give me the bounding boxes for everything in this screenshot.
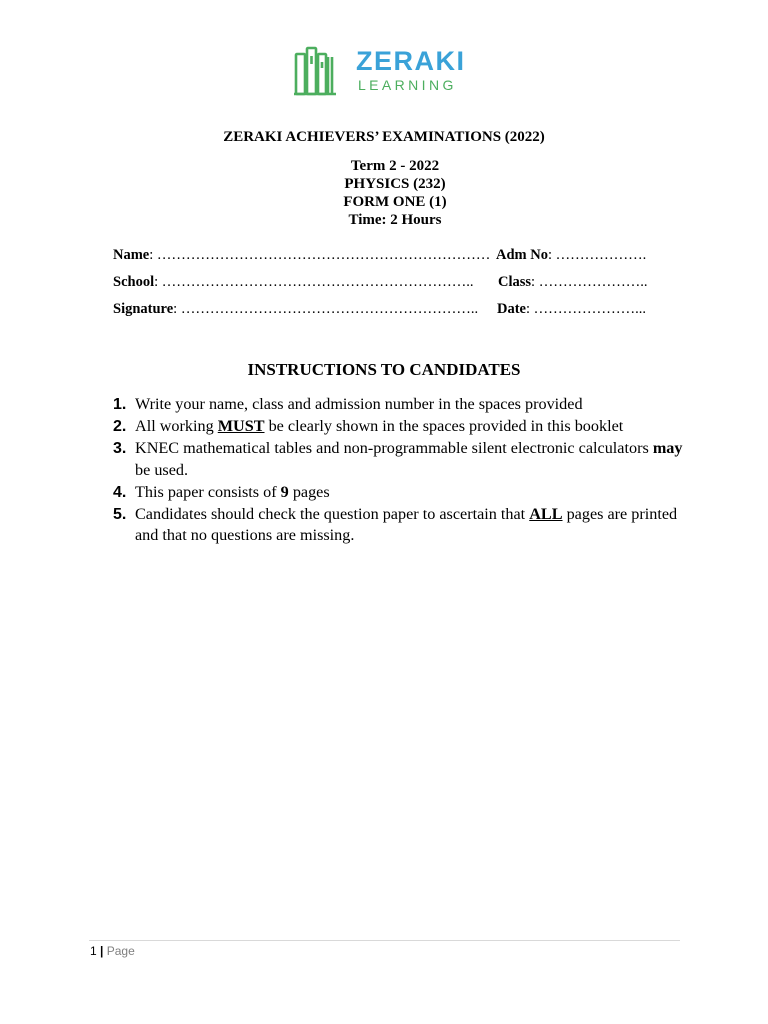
signature-label: Signature — [113, 301, 174, 317]
class-field[interactable]: : ………………….. — [531, 274, 648, 290]
instruction-emphasis: ALL — [529, 504, 563, 523]
instruction-item — [113, 438, 683, 481]
signature-field[interactable]: : …………………………………………………….. — [173, 301, 479, 317]
adm-no-field[interactable]: : ………………. — [547, 247, 647, 263]
instruction-item — [113, 504, 683, 547]
adm-no-group — [496, 247, 646, 264]
adm-no-label: Adm No — [496, 247, 548, 263]
instructions-list — [113, 394, 683, 547]
instruction-emphasis: may — [652, 439, 683, 457]
exam-title: ZERAKI ACHIEVERS’ EXAMINATIONS (2022) — [223, 129, 545, 145]
zeraki-logo — [294, 44, 484, 98]
instruction-item — [113, 416, 683, 438]
school-row — [113, 274, 648, 291]
instruction-number: 4. — [113, 483, 127, 501]
instructions-heading: INSTRUCTIONS TO CANDIDATES — [247, 360, 521, 379]
exam-details — [0, 157, 768, 229]
instruction-text: pages — [288, 482, 330, 501]
date-field[interactable]: : …………………... — [526, 301, 647, 317]
date-group — [497, 301, 646, 318]
term-line: Term 2 - 2022 — [350, 158, 440, 174]
instruction-item — [113, 482, 683, 504]
date-label: Date — [497, 301, 526, 317]
instruction-text: Write your name, class and admission number in the spaces provided — [135, 395, 583, 413]
signature-row — [113, 301, 647, 318]
time-line: Time: 2 Hours — [348, 212, 442, 228]
instruction-emphasis: 9 — [280, 482, 289, 501]
instruction-text: pages are printed and that no questions are missing. — [135, 504, 678, 544]
books-icon — [294, 44, 352, 96]
instruction-number: 2. — [113, 418, 127, 435]
logo-subtitle: LEARNING — [358, 77, 457, 93]
class-group — [498, 274, 647, 291]
form-line: FORM ONE (1) — [343, 194, 447, 210]
school-field[interactable]: : ……………………………………………………….. — [154, 274, 474, 290]
class-label: Class — [498, 274, 532, 290]
page-footer — [90, 944, 135, 958]
page-number: 1 — [90, 944, 97, 958]
instruction-text: be used. — [135, 460, 189, 479]
instruction-item — [113, 394, 683, 416]
instruction-number: 3. — [113, 440, 127, 457]
name-row — [113, 247, 647, 264]
school-label: School — [113, 274, 155, 290]
instruction-text: All working — [135, 417, 218, 435]
instruction-emphasis: MUST — [217, 417, 265, 435]
name-label: Name — [113, 247, 150, 263]
page-separator: | — [100, 944, 104, 958]
instruction-text: be clearly shown in the spaces provided in this booklet — [264, 417, 624, 435]
name-field[interactable]: : …………………………………………………………… — [149, 247, 491, 263]
instruction-number: 5. — [113, 505, 127, 523]
logo-wordmark: ZERAKI — [356, 46, 466, 76]
instruction-text: KNEC mathematical tables and non-programmable silent electronic calculators — [135, 439, 653, 457]
instruction-text: Candidates should check the question paper to ascertain that — [135, 504, 530, 523]
page-label: Page — [106, 944, 135, 958]
instruction-number: 1. — [113, 396, 127, 413]
footer-divider — [89, 940, 680, 941]
subject-line: PHYSICS (232) — [344, 176, 446, 192]
instruction-text: This paper consists of — [135, 482, 281, 501]
